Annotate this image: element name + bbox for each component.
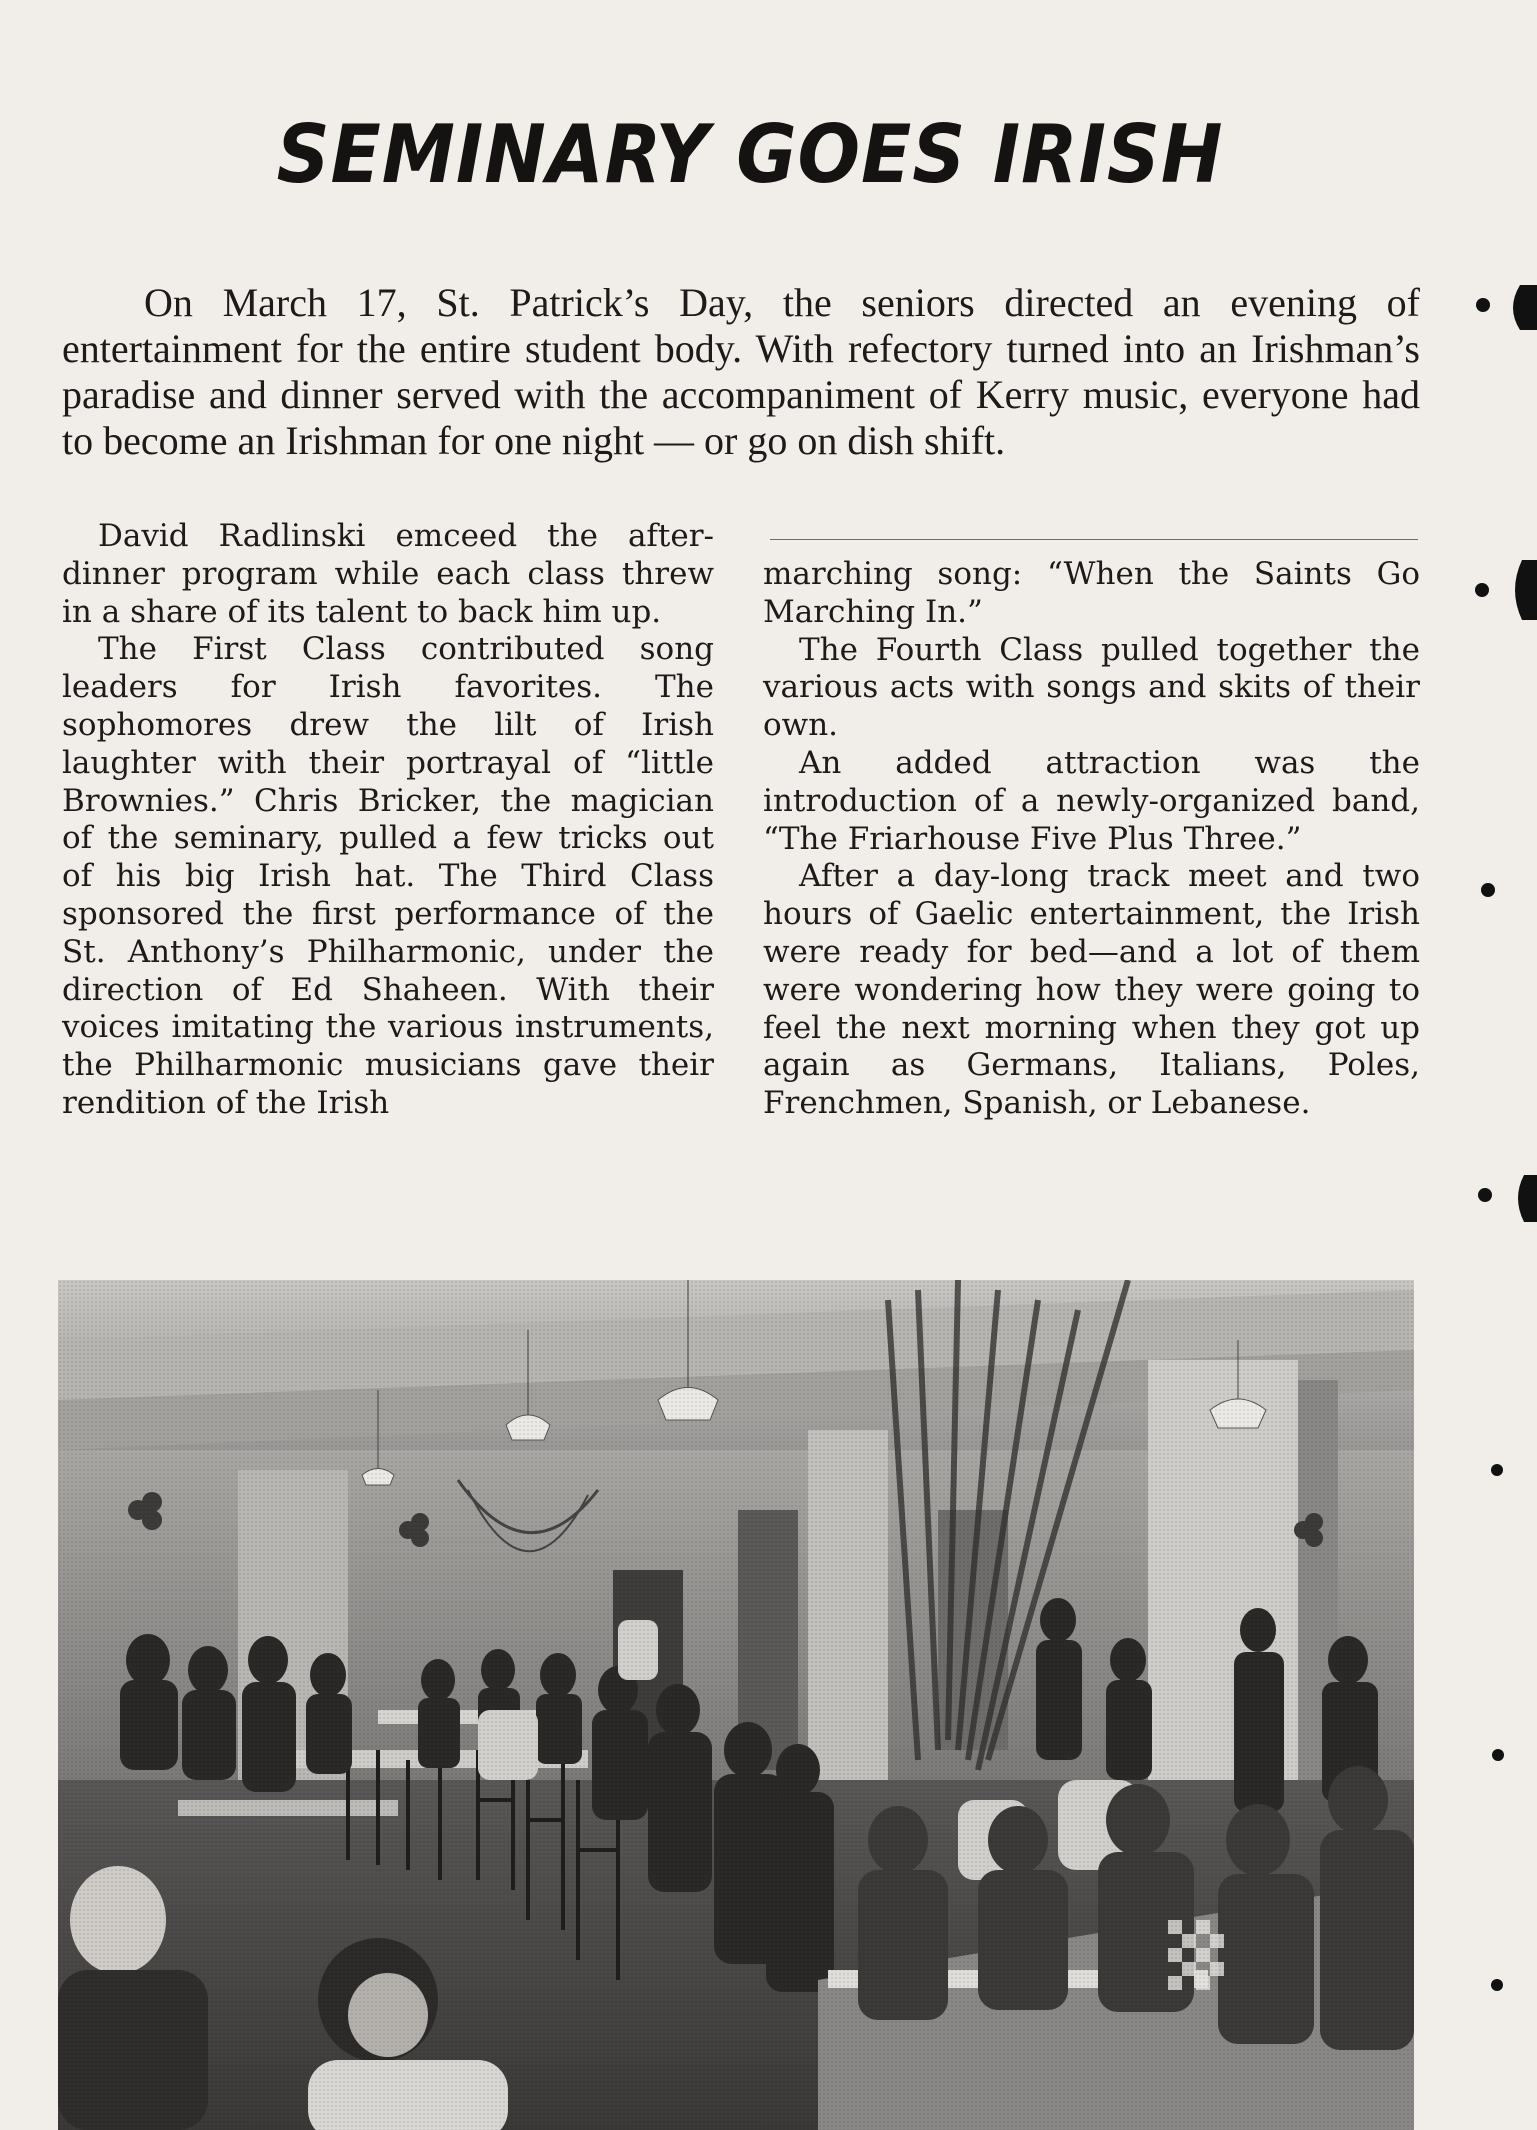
left-column — [62, 518, 714, 1123]
paragraph-marching-song: marching song: “When the Saints Go Marching In.” — [763, 556, 1420, 630]
paragraph-track-meet: After a day-long track meet and two hours of Gaelic entertainment, the Irish were ready for bed—and a lot of them were wondering how they were going to feel the next morning when they got up again as Germans, Italians, Poles, Frenchmen, Spanish, or Lebanese. — [763, 858, 1420, 1122]
column-divider-rule — [770, 539, 1418, 540]
paragraph-band: An added attraction was the introduction of a newly-organized band, “The Friarhouse Five Plus Three.” — [763, 744, 1420, 857]
refectory-photo — [58, 1280, 1414, 2130]
right-column — [763, 556, 1420, 1123]
paragraph-first-class: The First Class contributed song leaders for Irish favorites. The sophomores drew the lilt of Irish laughter with their portrayal of “little Brownies.” Chris Bricker, the magician of the seminary, pulled a few tricks out of his big Irish hat. The Third Class sponsored the first performance of the St. Anthony’s Philharmonic, under the direction of Ed Shaheen. With their voices imitating the various instruments, the Philharmonic musicians gave their rendition of the Irish — [62, 631, 714, 1121]
article-title: SEMINARY GOES IRISH — [276, 108, 1224, 201]
paragraph-fourth-class: The Fourth Class pulled together the various acts with songs and skits of their own. — [763, 631, 1420, 744]
article-intro: On March 17, St. Patrick’s Day, the seniors directed an evening of entertainment for the entire student body. With refectory turned into an Irishman’s paradise and dinner served with the accompaniment of Kerry music, everyone had to become an Irishman for one night — or go on dish shift. — [62, 280, 1420, 463]
paragraph-emcee: David Radlinski emceed the after-dinner program while each class threw in a share of its talent to back him up. — [62, 518, 714, 630]
